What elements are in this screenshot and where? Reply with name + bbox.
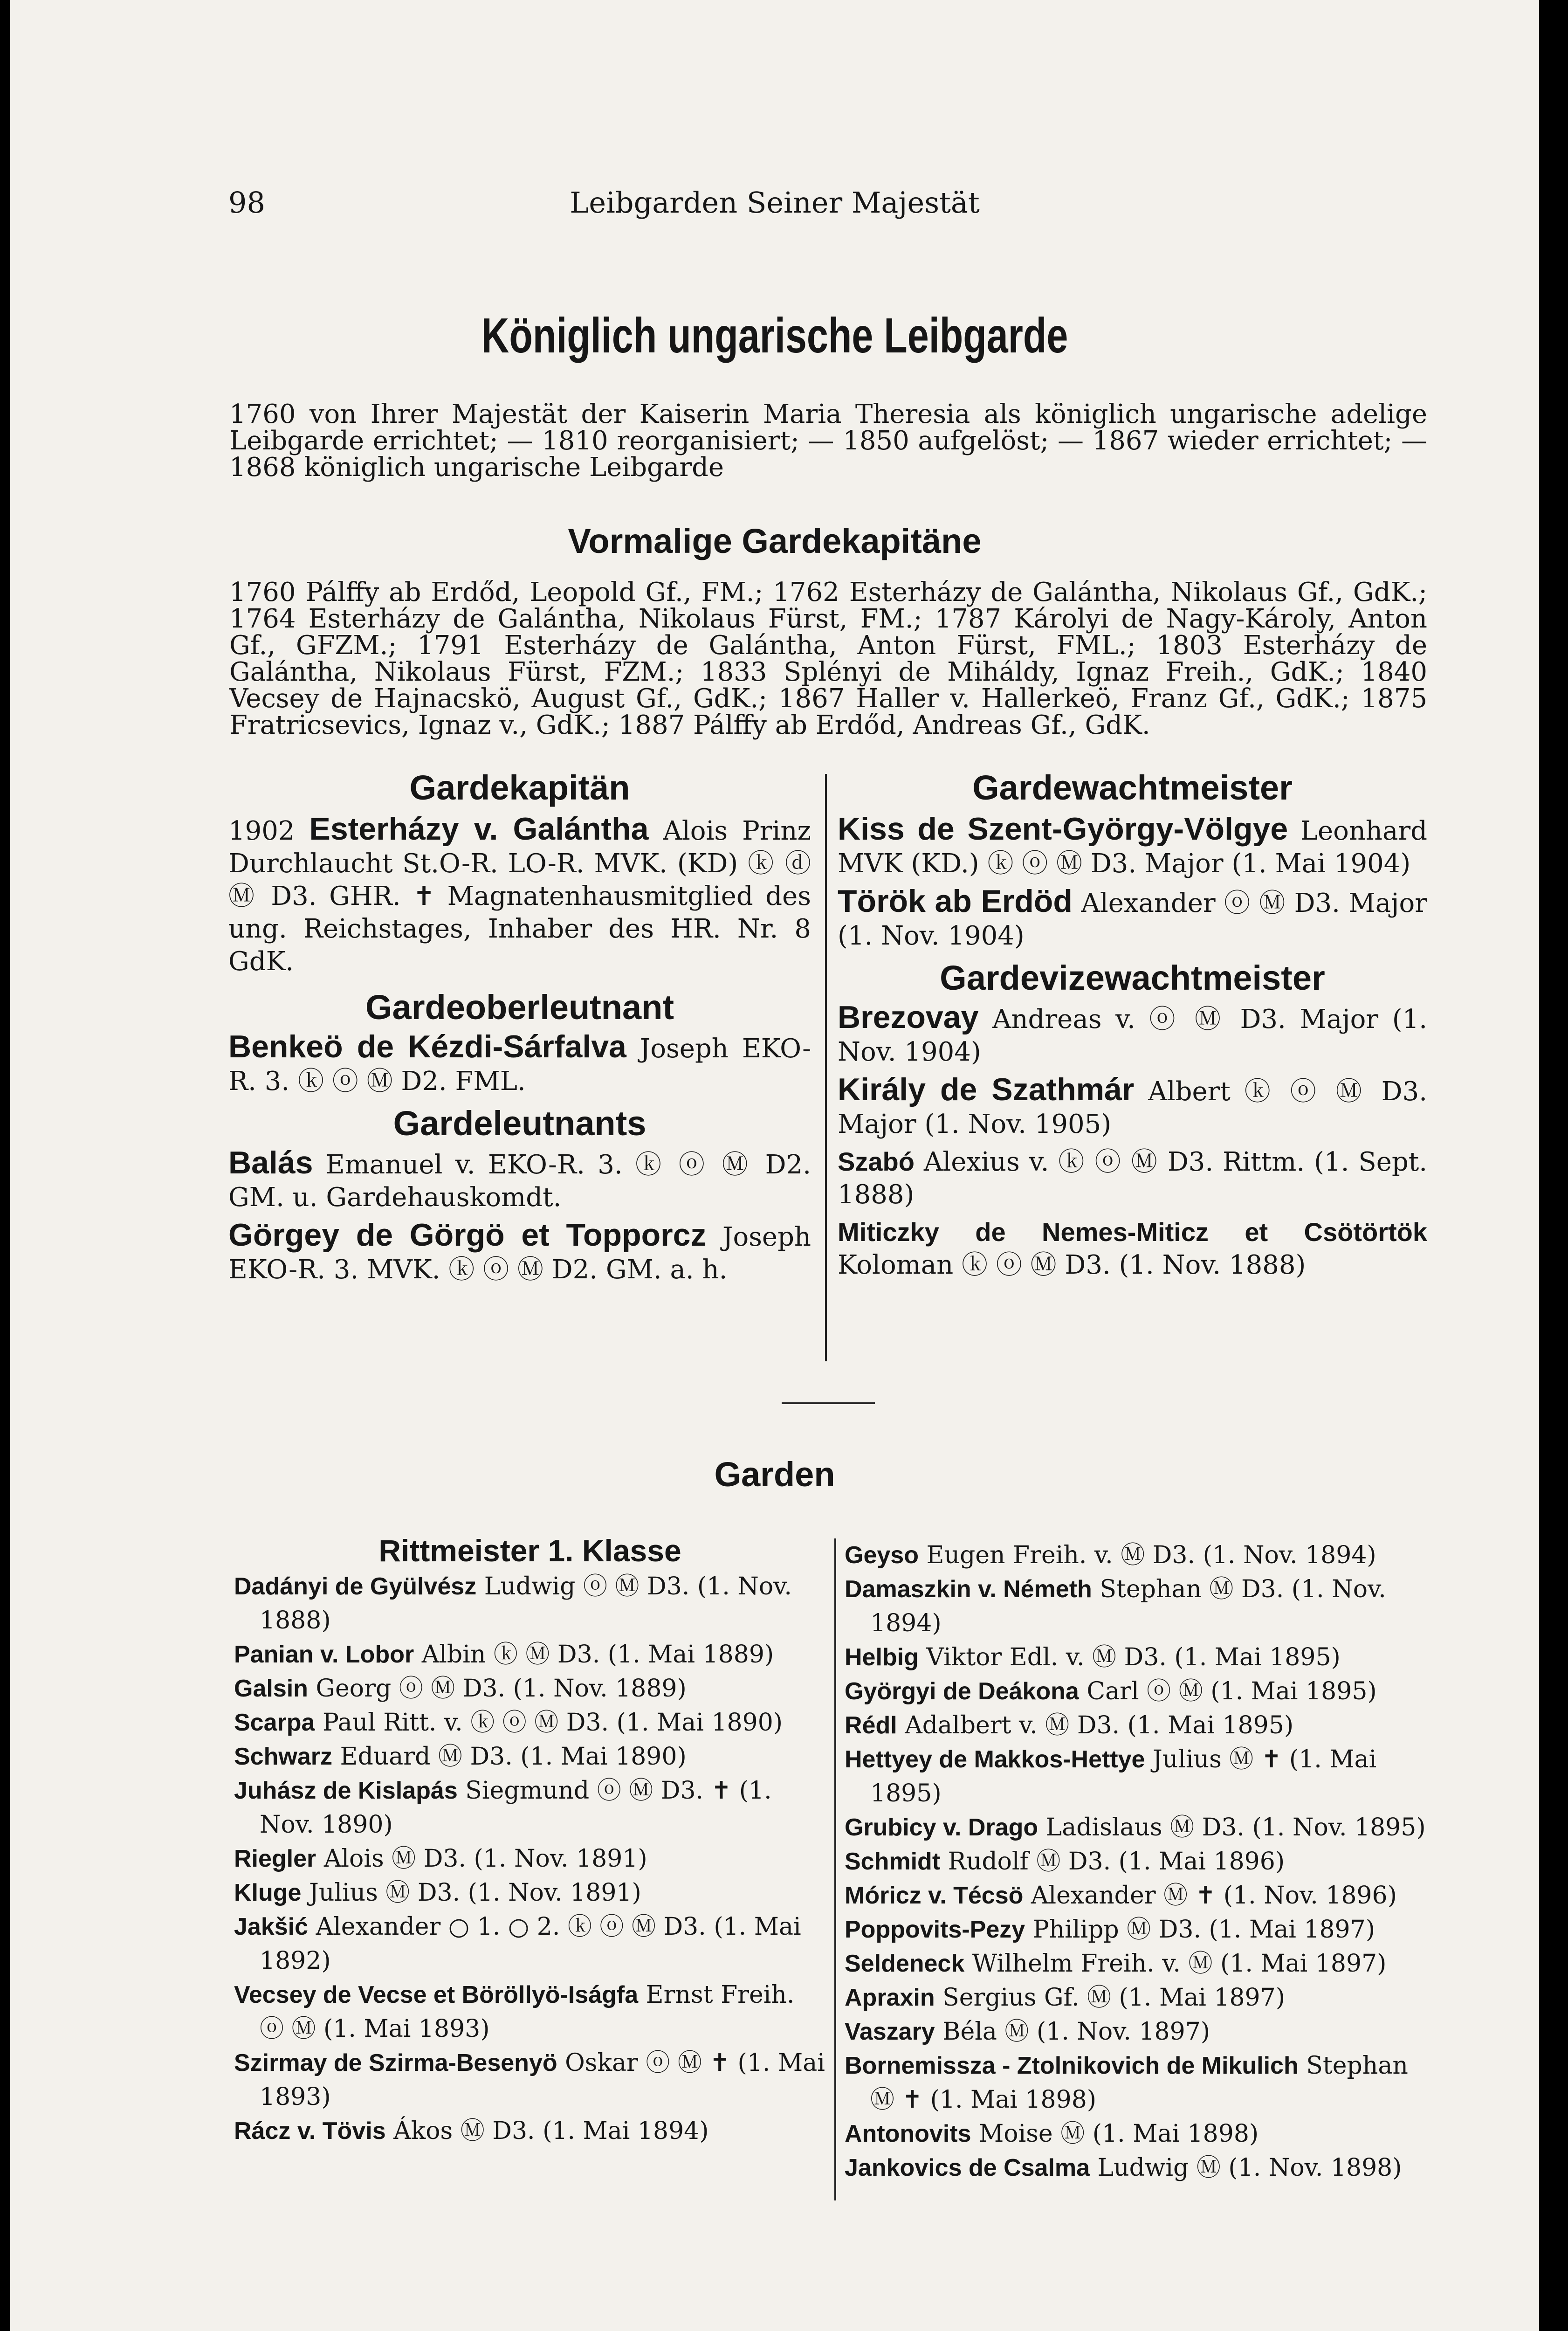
list-item — [234, 1706, 826, 1740]
list-item — [234, 1910, 826, 1978]
officer-details: Ladislaus Ⓜ D3. (1. Nov. 1895) — [1045, 1814, 1426, 1841]
officer-details: Julius Ⓜ ✝ (1. Mai 1895) — [870, 1745, 1377, 1807]
wachtmeister-details: Leonhard MVK (KD.) ⓚ ⓞ Ⓜ D3. Major (1. Mai 1904) — [838, 816, 1427, 879]
officer-name: Schmidt — [845, 1848, 941, 1875]
leutnant-entry — [228, 1219, 811, 1286]
officer-name: Vecsey de Vecse et Böröllyö-Iságfa — [234, 1981, 639, 2008]
leutnant-name: Görgey de Görgö et Topporcz — [228, 1217, 707, 1253]
officer-details: Georg ⓞ Ⓜ D3. (1. Nov. 1889) — [316, 1675, 687, 1703]
oberleutnant-details: Joseph EKO-R. 3. ⓚ ⓞ Ⓜ D2. FML. — [228, 1034, 811, 1097]
vizewachtmeister-details: Albert ⓚ ⓞ Ⓜ D3. Major (1. Nov. 1905) — [838, 1076, 1427, 1139]
vizewachtmeister-entry — [838, 1145, 1427, 1211]
kapitan-name: Esterházy v. Galántha — [309, 811, 649, 847]
intro-paragraph: 1760 von Ihrer Majestät der Kaiserin Maria Theresia als königlich ungarische adelige Leibgarde errichtet; — 1810 reorganisiert; — 1850 aufgelöst; — 1867 wieder errichtet; — 1868 königlich ungarische Leibgarde — [229, 399, 1427, 483]
officer-name: Hettyey de Makkos-Hettye — [845, 1746, 1145, 1773]
list-item — [845, 1572, 1434, 1641]
list-item — [845, 1879, 1434, 1913]
vizewachtmeister-name: Király de Szathmár — [838, 1072, 1135, 1107]
list-item — [234, 1978, 826, 2046]
officer-name: Damaszkin v. Németh — [845, 1576, 1092, 1603]
officer-details: Eugen Freih. v. Ⓜ D3. (1. Nov. 1894) — [926, 1541, 1376, 1569]
list-item — [234, 1638, 826, 1672]
officer-details: Sergius Gf. Ⓜ (1. Mai 1897) — [942, 1984, 1285, 2012]
list-item — [234, 2046, 826, 2114]
officer-details: Alexander Ⓜ ✝ (1. Nov. 1896) — [1031, 1882, 1397, 1910]
officer-details: Eduard Ⓜ D3. (1. Mai 1890) — [340, 1743, 687, 1771]
officer-details: Alois Ⓜ D3. (1. Nov. 1891) — [323, 1845, 647, 1873]
wachtmeister-entry — [838, 885, 1427, 952]
page-number: 98 — [228, 186, 265, 220]
wachtmeister-name: Török ab Erdöd — [838, 883, 1073, 919]
list-item — [234, 1672, 826, 1706]
vizewachtmeister-entry — [838, 1073, 1427, 1141]
list-item — [234, 1570, 826, 1638]
section-rule — [782, 1402, 875, 1404]
list-item — [845, 2117, 1434, 2151]
officer-name: Vaszary — [845, 2018, 935, 2045]
garden-column-divider — [834, 1538, 836, 2200]
list-item — [845, 1981, 1434, 2015]
officer-details: Béla Ⓜ (1. Nov. 1897) — [942, 2018, 1210, 2046]
leutnant-entry — [228, 1146, 811, 1214]
left-column — [228, 768, 811, 1291]
leutnant-name: Balás — [228, 1145, 313, 1180]
vizewachtmeister-details: Koloman ⓚ ⓞ Ⓜ D3. (1. Nov. 1888) — [838, 1250, 1306, 1280]
list-item — [845, 1675, 1434, 1709]
kapitan-heading: Gardekapitän — [409, 768, 630, 807]
former-captains-heading: Vormalige Gardekapitäne — [568, 522, 982, 560]
officer-name: Helbig — [845, 1644, 919, 1671]
officer-details: Viktor Edl. v. Ⓜ D3. (1. Mai 1895) — [926, 1643, 1341, 1671]
oberleutnant-name: Benkeö de Kézdi-Sárfalva — [228, 1029, 626, 1064]
list-item — [845, 2151, 1434, 2185]
vizewachtmeister-entry — [838, 1216, 1427, 1282]
garden-left-list — [234, 1534, 826, 2148]
officer-name: Jakšić — [234, 1913, 309, 1940]
officer-details: Ernst Freih. ⓞ Ⓜ (1. Mai 1893) — [260, 1981, 795, 2043]
officer-name: Bornemissza - Ztolnikovich de Mikulich — [845, 2052, 1299, 2079]
wachtmeister-entry — [838, 813, 1427, 880]
officer-details: Carl ⓞ Ⓜ (1. Mai 1895) — [1087, 1677, 1377, 1705]
officer-details: Ludwig Ⓜ (1. Nov. 1898) — [1097, 2154, 1402, 2182]
officer-name: Seldeneck — [845, 1950, 965, 1977]
officer-name: Rácz v. Tövis — [234, 2117, 386, 2145]
officer-name: Schwarz — [234, 1743, 332, 1770]
list-item — [234, 1774, 826, 1842]
officer-details: Philipp Ⓜ D3. (1. Mai 1897) — [1032, 1916, 1375, 1944]
officer-name: Panian v. Lobor — [234, 1641, 414, 1668]
vizewachtmeister-name: Brezovay — [838, 1000, 979, 1035]
list-item — [845, 1709, 1434, 1743]
leutnant-details: Joseph EKO-R. 3. MVK. ⓚ ⓞ Ⓜ D2. GM. a. h. — [228, 1222, 811, 1285]
page-title: Königlich ungarische Leibgarde — [481, 308, 1068, 363]
list-item — [234, 1740, 826, 1774]
officer-details: Rudolf Ⓜ D3. (1. Mai 1896) — [948, 1848, 1285, 1876]
officer-name: Juhász de Kislapás — [234, 1777, 458, 1804]
vizewachtmeister-details: Andreas v. ⓞ Ⓜ D3. Major (1. Nov. 1904) — [838, 1004, 1427, 1067]
list-item — [845, 1845, 1434, 1879]
officer-details: Ákos Ⓜ D3. (1. Mai 1894) — [393, 2117, 709, 2145]
officer-name: Riegler — [234, 1845, 316, 1872]
column-divider — [825, 774, 827, 1361]
officer-name: Kluge — [234, 1879, 302, 1906]
vizewachtmeister-name: Szabó — [838, 1147, 915, 1176]
list-item — [845, 1743, 1434, 1811]
officer-details: Alexander ○ 1. ○ 2. ⓚ ⓞ Ⓜ D3. (1. Mai 1892) — [260, 1913, 801, 1975]
officer-name: Györgyi de Deákona — [845, 1678, 1079, 1705]
kapitan-details: Alois Prinz Durchlaucht St.O-R. LO-R. MVK. (KD) ⓚ ⓓ Ⓜ D3. GHR. ✝ Magnatenhausmitglied des ung. Reichstages, Inhaber des HR. Nr. 8 GdK. — [228, 816, 811, 977]
wachtmeister-details: Alexander ⓞ Ⓜ D3. Major (1. Nov. 1904) — [838, 888, 1427, 951]
officer-name: Scarpa — [234, 1709, 315, 1736]
officer-name: Poppovits-Pezy — [845, 1916, 1025, 1943]
officer-details: Oskar ⓞ Ⓜ ✝ (1. Mai 1893) — [260, 2049, 825, 2111]
list-item — [234, 1876, 826, 1910]
oberleutnant-entry — [228, 1030, 811, 1098]
officer-details: Moise Ⓜ (1. Mai 1898) — [979, 2120, 1259, 2148]
kapitan-year: 1902 — [228, 816, 295, 846]
leutnants-heading: Gardeleutnants — [393, 1104, 646, 1143]
officer-name: Galsin — [234, 1675, 308, 1702]
list-item — [234, 2114, 826, 2148]
list-item — [845, 2049, 1434, 2117]
officer-name: Rédl — [845, 1712, 897, 1739]
officer-name: Dadányi de Gyülvész — [234, 1573, 477, 1600]
officer-details: Stephan Ⓜ D3. (1. Nov. 1894) — [870, 1575, 1386, 1637]
officer-details: Adalbert v. Ⓜ D3. (1. Mai 1895) — [905, 1711, 1294, 1739]
officer-name: Móricz v. Técsö — [845, 1882, 1024, 1909]
officer-details: Stephan Ⓜ ✝ (1. Mai 1898) — [870, 2052, 1408, 2114]
list-item — [845, 1947, 1434, 1981]
list-item — [845, 1538, 1434, 1572]
list-item — [845, 2015, 1434, 2049]
vizewachtmeister-details: Alexius v. ⓚ ⓞ Ⓜ D3. Rittm. (1. Sept. 1888) — [838, 1147, 1428, 1210]
running-title: Leibgarden Seiner Majestät — [570, 186, 980, 220]
officer-name: Jankovics de Csalma — [845, 2154, 1090, 2181]
leutnant-details: Emanuel v. EKO-R. 3. ⓚ ⓞ Ⓜ D2. GM. u. Gardehauskomdt. — [228, 1150, 811, 1213]
wachtmeister-heading: Gardewachtmeister — [972, 768, 1293, 807]
officer-name: Apraxin — [845, 1984, 935, 2011]
wachtmeister-name: Kiss de Szent-György-Völgye — [838, 811, 1288, 847]
former-captains-text: 1760 Pálffy ab Erdőd, Leopold Gf., FM.; 1762 Esterházy de Galántha, Nikolaus Gf., GdK.; 1764 Esterházy de Galántha, Nikolaus Fürst, FM.; 1787 Károlyi de Nagy-Károly, Anton Gf., GFZM.; 1791 Esterházy de Galántha, Anton Fürst, FML.; 1803 Esterházy de Galántha, Nikolaus Fürst, FZM.; 1833 Splényi de Miháldy, Ignaz Freih., GdK.; 1840 Vecsey de Hajnacskö, August Gf., GdK.; 1867 Haller v. Hallerkeö, Franz Gf., GdK.; 1875 Fratricsevics, Ignaz v., GdK.; 1887 Pálffy ab Erdőd, Andreas Gf., GdK. — [229, 577, 1427, 740]
officer-name: Szirmay de Szirma-Besenyö — [234, 2049, 557, 2076]
garden-right-list — [845, 1538, 1434, 2185]
officer-details: Wilhelm Freih. v. Ⓜ (1. Mai 1897) — [972, 1950, 1387, 1978]
officer-name: Geyso — [845, 1542, 919, 1569]
officer-details: Ludwig ⓞ Ⓜ D3. (1. Nov. 1888) — [260, 1572, 792, 1634]
officer-name: Antonovits — [845, 2120, 971, 2147]
rittmeister-heading: Rittmeister 1. Klasse — [378, 1533, 681, 1568]
officer-details: Siegmund ⓞ Ⓜ D3. ✝ (1. Nov. 1890) — [260, 1777, 772, 1839]
oberleutnant-heading: Gardeoberleutnant — [365, 988, 674, 1027]
list-item — [845, 1811, 1434, 1845]
vizewachtmeister-heading: Gardevizewachtmeister — [940, 959, 1325, 997]
kapitan-entry — [228, 813, 811, 978]
vizewachtmeister-entry — [838, 1001, 1427, 1069]
vizewachtmeister-name: Miticzky de Nemes-Miticz et Csötörtök — [838, 1217, 1427, 1247]
garden-heading: Garden — [714, 1455, 835, 1494]
officer-details: Paul Ritt. v. ⓚ ⓞ Ⓜ D3. (1. Mai 1890) — [322, 1709, 783, 1737]
book-page — [10, 0, 1539, 2331]
list-item — [234, 1842, 826, 1876]
officer-details: Albin ⓚ Ⓜ D3. (1. Mai 1889) — [421, 1641, 774, 1669]
officer-details: Julius Ⓜ D3. (1. Nov. 1891) — [309, 1879, 641, 1907]
list-item — [845, 1913, 1434, 1947]
officer-name: Grubicy v. Drago — [845, 1814, 1038, 1841]
right-column — [838, 768, 1428, 1286]
list-item — [845, 1641, 1434, 1675]
